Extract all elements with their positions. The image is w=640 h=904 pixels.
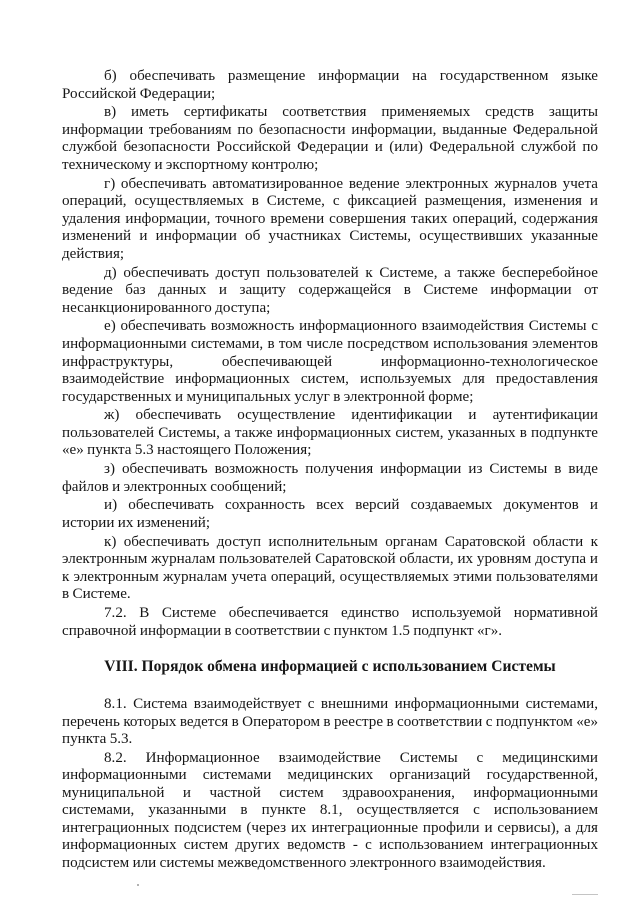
list-item-v: в) иметь сертификаты соответствия применяемых средств защиты информации требованиям по безопасности информации, выданные Федеральной службой безопасности Российской Федерации и (или) Федеральной службой по техническому и экспортному контролю;	[62, 104, 598, 173]
list-item-z: з) обеспечивать возможность получения информации из Системы в виде файлов и электронных сообщений;	[62, 461, 598, 495]
section-8-body	[62, 696, 598, 872]
list-item-g: г) обеспечивать автоматизированное ведение электронных журналов учета операций, осуществляемых в Системе, с фиксацией размещения, изменения и удаления информации, точного времени совершения таких операций, содержания изменений и информации об участниках Системы, осуществивших указанные действия;	[62, 175, 598, 262]
list-item-e: е) обеспечивать возможность информационного взаимодействия Системы с информационными системами, в том числе посредством использования элементов инфраструктуры, обеспечивающей информационно-технологическое взаимодействие информационных систем, используемых для предоставления государственных и муниципальных услуг в электронной форме;	[62, 318, 598, 405]
paragraph-7-2: 7.2. В Системе обеспечивается единство используемой нормативной справочной информации в соответствии с пунктом 1.5 подпункт «г».	[62, 605, 598, 639]
list-item-b: б) обеспечивать размещение информации на государственном языке Российской Федерации;	[62, 68, 598, 102]
section-heading: VIII. Порядок обмена информацией с использованием Системы	[104, 658, 556, 676]
paragraph-8-1: 8.1. Система взаимодействует с внешними информационными системами, перечень которых ведется в Оператором в реестре в соответствии с подпунктом «е» пункта 5.3.	[62, 696, 598, 748]
paragraph-8-2: 8.2. Информационное взаимодействие Системы с медицинскими информационными системами медицинских организаций государственной, муниципальной и частной систем здравоохранения, информационными системами, указанными в пункте 8.1, осуществляется с использованием интеграционных подсистем (через их интеграционные профили и сервисы), а для информационных систем других ведомств - с использованием интеграционных подсистем или системы межведомственного электронного взаимодействия.	[62, 749, 598, 871]
list-item-k: к) обеспечивать доступ исполнительным органам Саратовской области к электронным журналам пользователей Саратовской области, их уровням доступа и к электронным журналам учета операций, осуществляемых этими пользователями в Системе.	[62, 533, 598, 603]
footer-rule	[572, 894, 598, 895]
list-item-zh: ж) обеспечивать осуществление идентификации и аутентификации пользователей Системы, а также информационных систем, указанных в подпункте «е» пункта 5.3 настоящего Положения;	[62, 407, 598, 459]
scan-speck	[137, 884, 139, 886]
document-body	[62, 68, 598, 873]
list-item-d: д) обеспечивать доступ пользователей к Системе, а также бесперебойное ведение баз данных и защиту содержащейся в Системе информации от несанкционированного доступа;	[62, 264, 598, 316]
list-item-i: и) обеспечивать сохранность всех версий создаваемых документов и истории их изменений;	[62, 497, 598, 531]
